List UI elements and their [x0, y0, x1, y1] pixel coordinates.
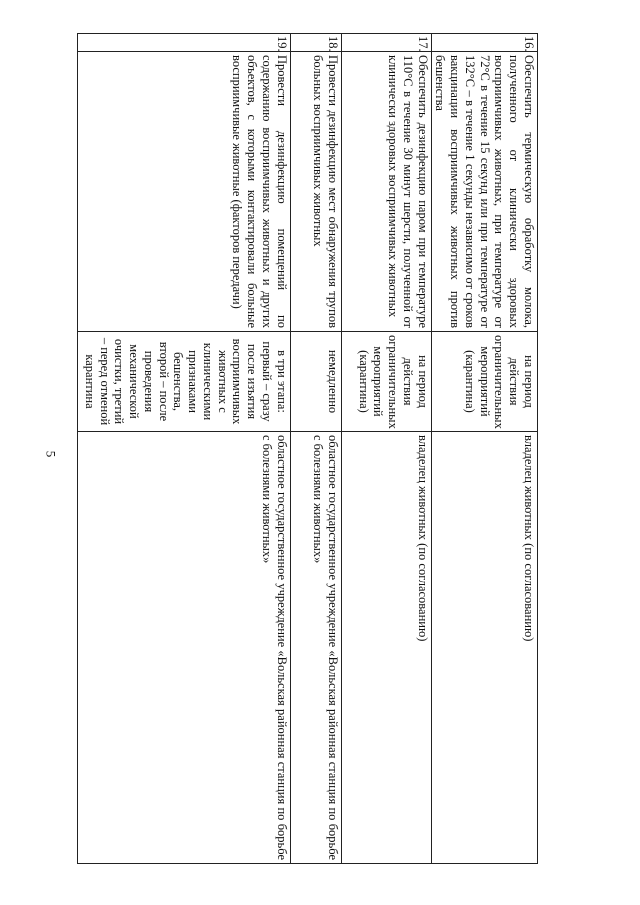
row-number: 17.	[341, 34, 431, 52]
row-number: 18.	[290, 34, 341, 52]
responsible-cell: владелец животных (по согласованию)	[431, 432, 537, 864]
action-cell: Обеспечить термическую обработку молока, полученного от клинически здоровых восприимчивых животных, при температуре от 72°C в течение 15 секунд или при температуре от 132°C – в течение 1 секунды независимо от сроков вакцинации восприимчивых животных против бешенства	[431, 52, 537, 332]
rotated-table-container	[83, 33, 538, 863]
row-number: 19.	[77, 34, 290, 52]
responsible-cell: областное государственное учреждение «Вольская районная станция по борьбе с болезнями животных»	[77, 432, 290, 864]
term-cell: немедленно	[290, 332, 341, 432]
row-number: 16.	[431, 34, 537, 52]
table-row	[290, 34, 341, 864]
table-row	[431, 34, 537, 864]
responsible-cell: владелец животных (по согласованию)	[341, 432, 431, 864]
action-cell: Провести дезинфекцию мест обнаружения трупов больных восприимчивых животных	[290, 52, 341, 332]
term-cell: на период действия ограничительных мероприятий (карантина)	[341, 332, 431, 432]
action-cell: Провести дезинфекцию помещений по содержанию восприимчивых животных и других объектов, с которыми контактировали больные восприимчивые животные (факторов передачи)	[77, 52, 290, 332]
term-cell: в три этапа: первый – сразу после изъятия восприимчивых животных с клиническими признаками бешенства, второй – после проведения механической очистки, третий – перед отменой карантина	[77, 332, 290, 432]
responsible-cell: областное государственное учреждение «Вольская районная станция по борьбе с болезнями животных»	[290, 432, 341, 864]
term-cell: на период действия ограничительных мероприятий (карантина)	[431, 332, 537, 432]
table-row	[341, 34, 431, 864]
action-cell: Обеспечить дезинфекцию паром при температуре 110°C в течение 30 минут шерсти, полученной от клинически здоровых восприимчивых животных	[341, 52, 431, 332]
measures-table	[77, 33, 538, 864]
page-number: 5	[43, 450, 59, 458]
table-row	[77, 34, 290, 864]
